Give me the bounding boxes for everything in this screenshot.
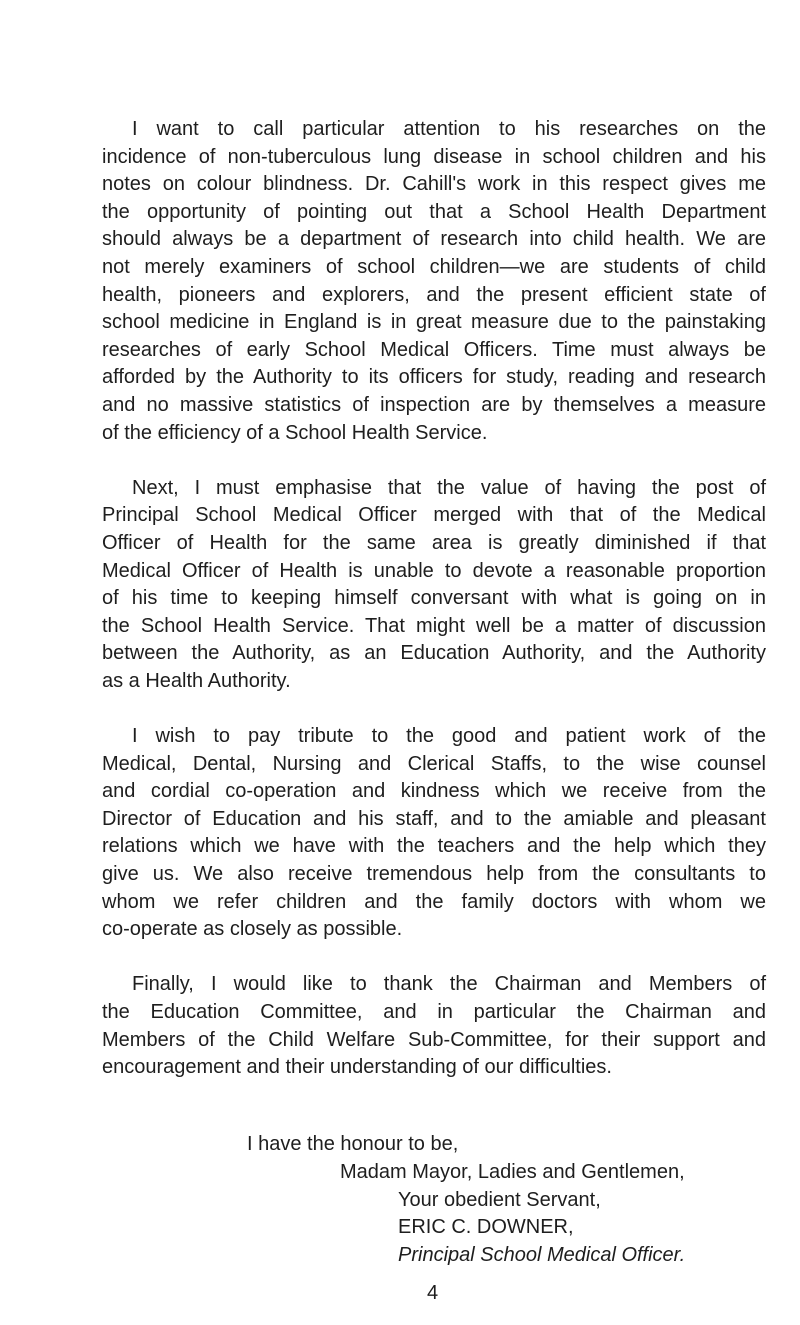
closing-valediction: Your obedient Servant, — [398, 1189, 601, 1211]
text-line: encouragement and their understanding of our difficulties. — [102, 1056, 612, 1079]
text-line: Officer of Health for the same area is greatly diminished if that — [102, 531, 766, 554]
text-line: Members of the Child Welfare Sub-Committee, for their support and — [102, 1028, 766, 1051]
text-line: between the Authority, as an Education Authority, and the Authority — [102, 642, 766, 665]
text-line: of his time to keeping himself conversant with what is going on in — [102, 587, 766, 610]
text-line: give us. We also receive tremendous help from the consultants to — [102, 863, 766, 886]
text-line: the School Health Service. That might well be a matter of discussion — [102, 614, 766, 637]
text-line: I want to call particular attention to his researches on the — [132, 118, 766, 140]
text-line: Principal School Medical Officer merged with that of the Medical — [102, 504, 766, 527]
text-line: Medical, Dental, Nursing and Clerical Staffs, to the wise counsel — [102, 752, 766, 775]
text-line: Finally, I would like to thank the Chairman and Members of — [132, 973, 766, 996]
text-line: the Education Committee, and in particular the Chairman and — [102, 1001, 766, 1023]
closing-salutation: I have the honour to be, — [247, 1133, 459, 1155]
closing-address: Madam Mayor, Ladies and Gentlemen, — [340, 1161, 685, 1183]
page-number: 4 — [427, 1282, 439, 1304]
text-line: afforded by the Authority to its officers for study, reading and research — [102, 366, 766, 389]
text-line: and cordial co-operation and kindness which we receive from the — [102, 780, 766, 803]
text-line: researches of early School Medical Officers. Time must always be — [102, 338, 766, 361]
text-line: relations which we have with the teachers and the help which they — [102, 835, 766, 858]
text-line: school medicine in England is in great measure due to the painstaking — [102, 311, 766, 334]
text-line: as a Health Authority. — [102, 669, 291, 692]
text-line: should always be a department of research into child health. We are — [102, 228, 766, 251]
text-line: Next, I must emphasise that the value of having the post of — [132, 476, 766, 499]
text-line: of the efficiency of a School Health Service. — [102, 421, 488, 444]
text-line: I wish to pay tribute to the good and patient work of the — [132, 725, 766, 748]
paragraph — [102, 723, 766, 944]
letter-body — [102, 116, 766, 1109]
text-line: the opportunity of pointing out that a School Health Department — [102, 200, 766, 223]
paragraph — [102, 475, 766, 696]
text-line: Medical Officer of Health is unable to devote a reasonable proportion — [102, 559, 766, 582]
text-line: notes on colour blindness. Dr. Cahill's work in this respect gives me — [102, 173, 766, 196]
paragraph — [102, 971, 766, 1081]
text-line: whom we refer children and the family doctors with whom we — [102, 890, 766, 913]
signatory-title: Principal School Medical Officer. — [398, 1244, 686, 1266]
text-line: Director of Education and his staff, and to the amiable and pleasant — [102, 807, 766, 830]
text-line: health, pioneers and explorers, and the present efficient state of — [102, 283, 766, 306]
signatory-name: ERIC C. DOWNER, — [398, 1216, 574, 1238]
text-line: incidence of non-tuberculous lung disease in school children and his — [102, 145, 766, 168]
text-line: co-operate as closely as possible. — [102, 918, 403, 941]
text-line: not merely examiners of school children—we are students of child — [102, 255, 766, 278]
text-line: and no massive statistics of inspection are by themselves a measure — [102, 393, 766, 416]
paragraph — [102, 116, 766, 447]
